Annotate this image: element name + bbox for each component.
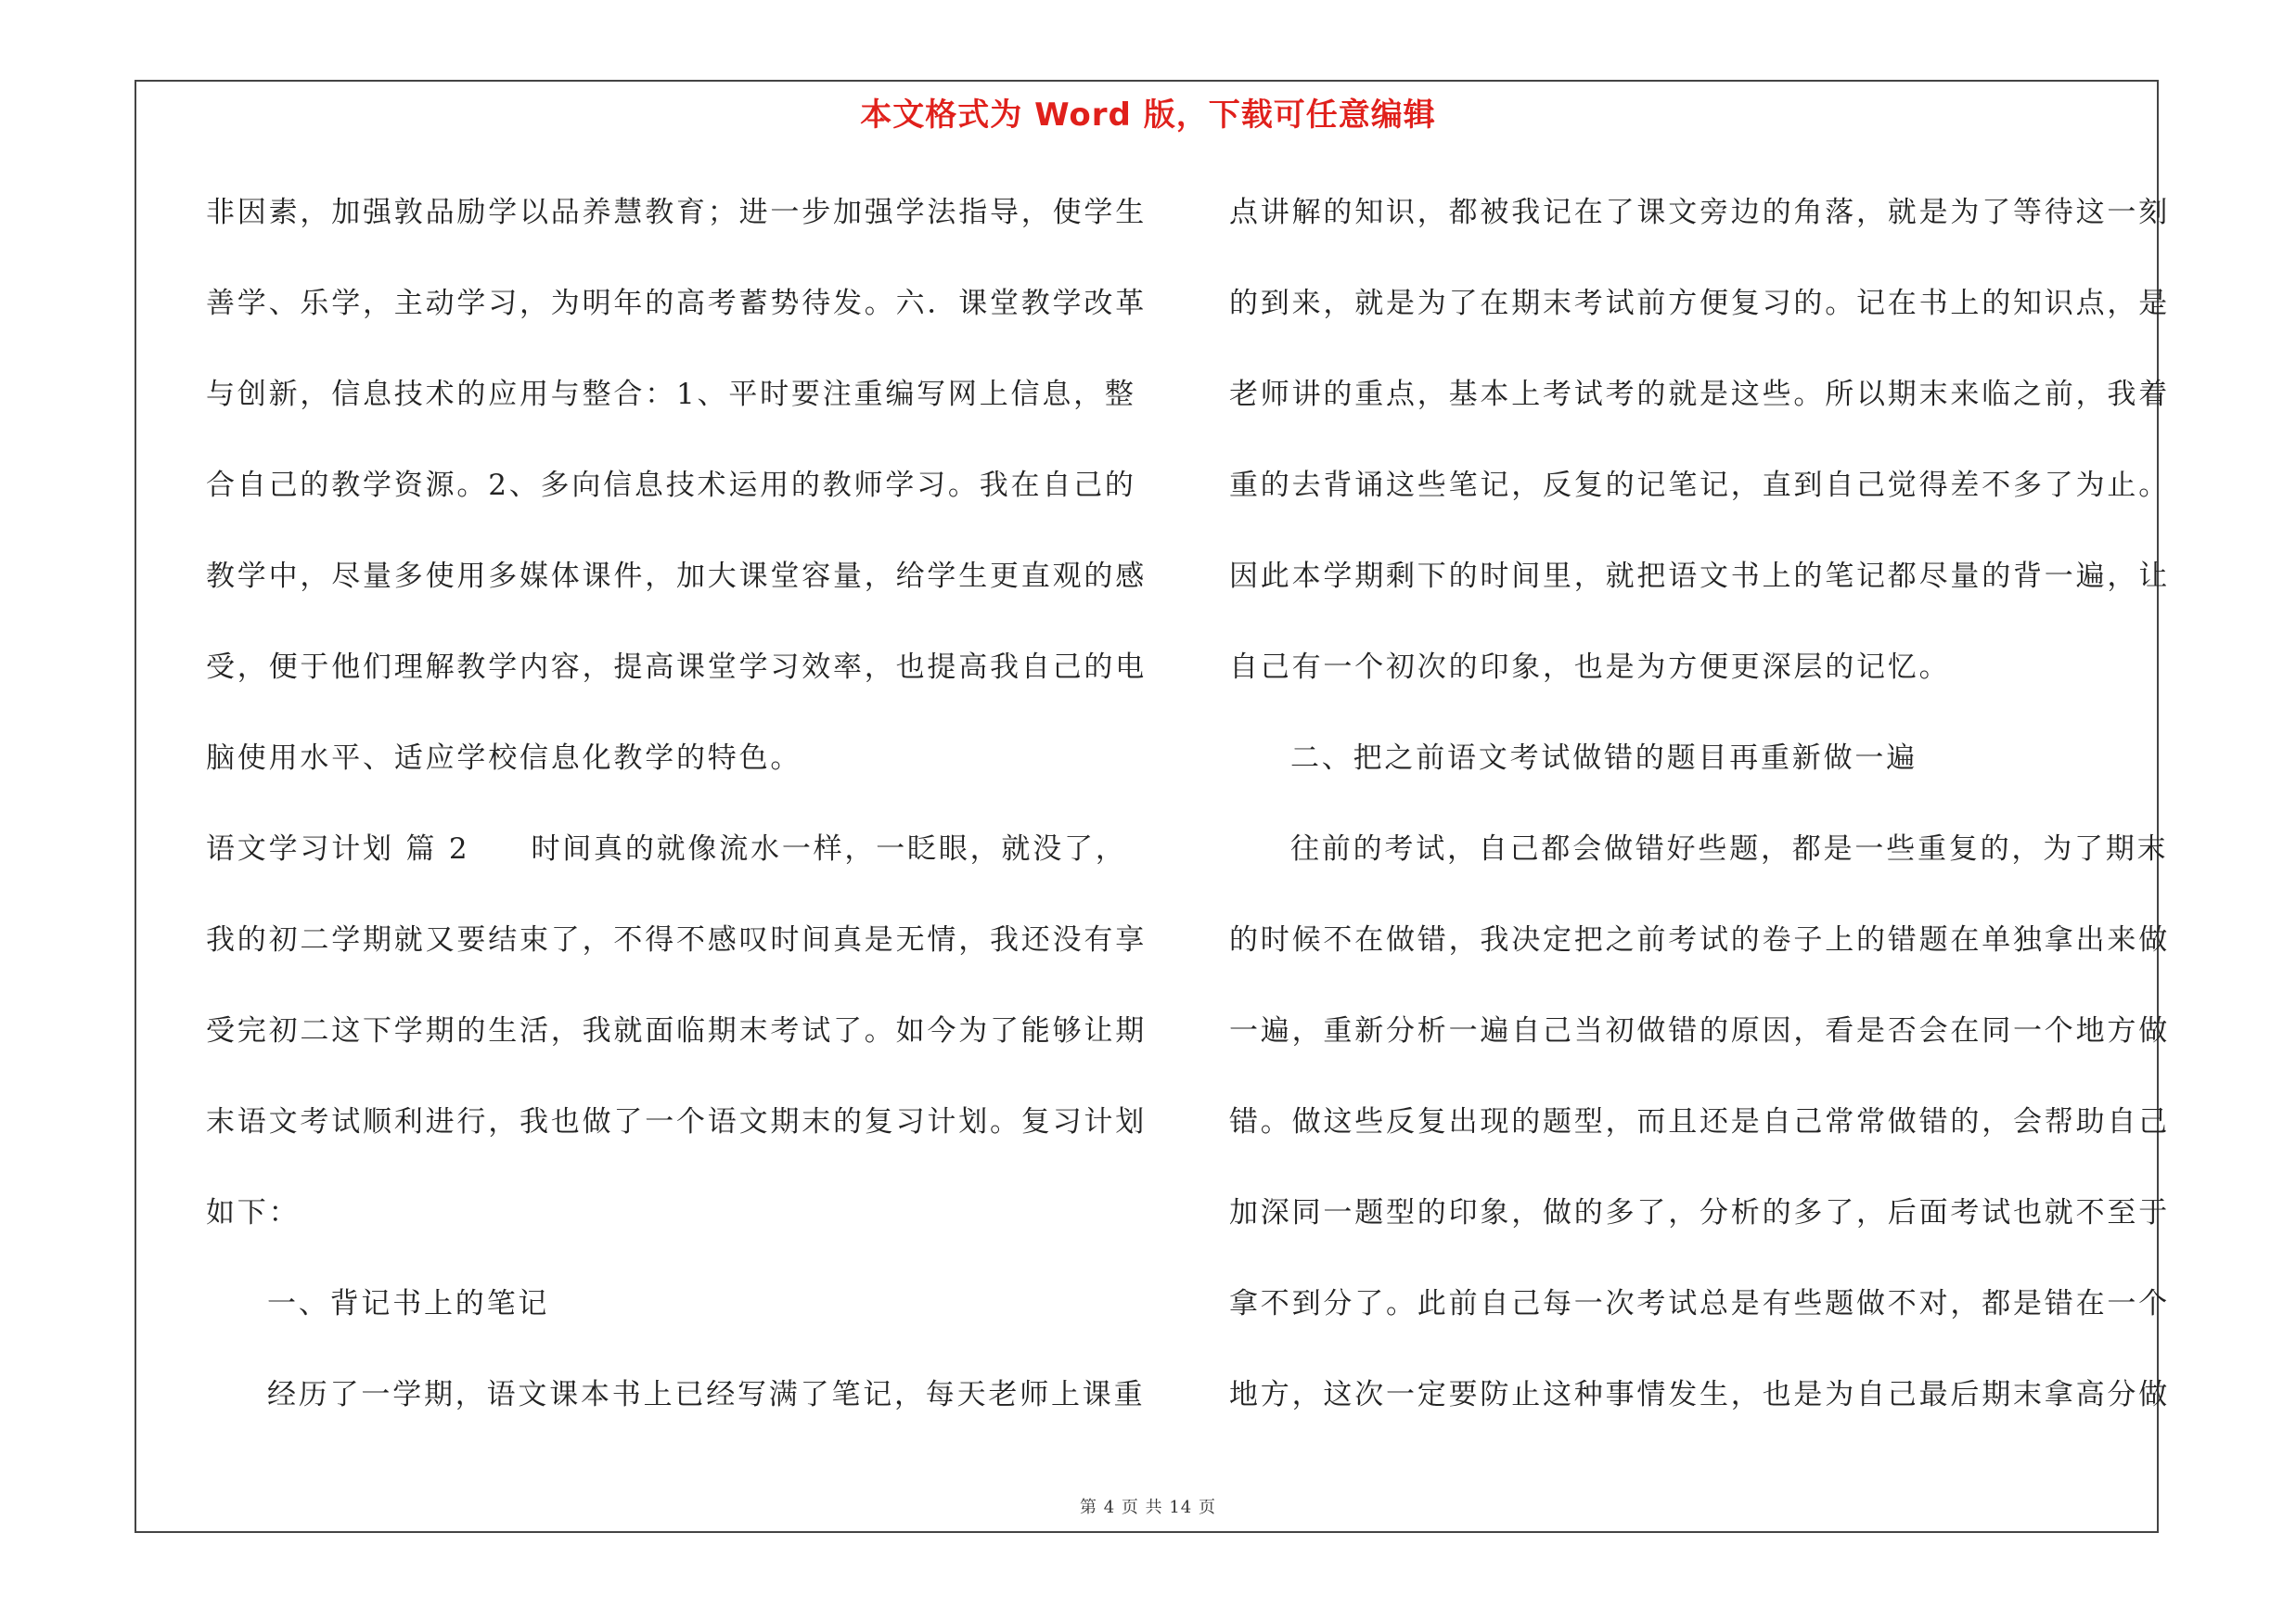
text-line: 的时候不在做错，我决定把之前考试的卷子上的错题在单独拿出来做 [1229, 923, 2170, 957]
text-line: 错。做这些反复出现的题型，而且还是自己常常做错的，会帮助自己 [1229, 1105, 2170, 1139]
section-title-line [206, 818, 1127, 909]
text-line: 一遍，重新分析一遍自己当初做错的原因，看是否会在同一个地方做 [1229, 1014, 2170, 1048]
heading-two: 二、把之前语文考试做错的题目再重新做一遍 [1290, 741, 1918, 775]
paragraph-one-first-line: 经历了一学期，语文课本书上已经写满了笔记，每天老师上课重 [267, 1378, 1146, 1411]
section-title: 语文学习计划 篇 2 [206, 832, 470, 866]
text-line: 教学中，尽量多使用多媒体课件，加大课堂容量，给学生更直观的感 [206, 560, 1147, 593]
text-line: 自己有一个初次的印象，也是为方便更深层的记忆。 [1229, 650, 1951, 684]
text-line: 受，便于他们理解教学内容，提高课堂学习效率，也提高我自己的电 [206, 650, 1147, 684]
text-line: 拿不到分了。此前自己每一次考试总是有些题做不对，都是错在一个 [1229, 1287, 2170, 1320]
text-line: 加深同一题型的印象，做的多了，分析的多了，后面考试也就不至于 [1229, 1196, 2170, 1230]
text-line: 脑使用水平、适应学校信息化教学的特色。 [206, 741, 802, 775]
text-line: 因此本学期剩下的时间里，就把语文书上的笔记都尽量的背一遍，让 [1229, 560, 2170, 593]
text-line: 非因素，加强敦品励学以品养慧教育；进一步加强学法指导，使学生 [206, 196, 1147, 229]
text-line: 重的去背诵这些笔记，反复的记笔记，直到自己觉得差不多了为止。 [1229, 469, 2170, 502]
text-line: 我的初二学期就又要结束了，不得不感叹时间真是无情，我还没有享 [206, 923, 1147, 957]
heading-one: 一、背记书上的笔记 [267, 1287, 550, 1320]
section-title-continuation: 时间真的就像流水一样，一眨眼，就没了， [531, 832, 1127, 866]
text-line: 受完初二这下学期的生活，我就面临期末考试了。如今为了能够让期 [206, 1014, 1147, 1048]
text-line: 合自己的教学资源。2、多向信息技术运用的教师学习。我在自己的 [206, 469, 1136, 502]
text-line: 地方，这次一定要防止这种事情发生，也是为自己最后期末拿高分做 [1229, 1378, 2170, 1411]
text-line: 的到来，就是为了在期末考试前方便复习的。记在书上的知识点，是 [1229, 287, 2170, 320]
text-line: 如下： [206, 1196, 301, 1230]
page-number-footer: 第 4 页 共 14 页 [1080, 1498, 1216, 1517]
text-line: 善学、乐学，主动学习，为明年的高考蓄势待发。六．课堂教学改革 [206, 287, 1147, 320]
left-text-column [206, 182, 1147, 1455]
right-text-column [1229, 182, 2170, 1455]
text-line: 与创新，信息技术的应用与整合：1、平时要注重编写网上信息，整 [206, 378, 1136, 411]
text-line: 点讲解的知识，都被我记在了课文旁边的角落，就是为了等待这一刻 [1229, 196, 2170, 229]
paragraph-two-first-line: 往前的考试，自己都会做错好些题，都是一些重复的，为了期末 [1290, 832, 2169, 866]
text-line: 末语文考试顺利进行，我也做了一个语文期末的复习计划。复习计划 [206, 1105, 1147, 1139]
text-line: 老师讲的重点，基本上考试考的就是这些。所以期末来临之前，我着 [1229, 378, 2170, 411]
word-format-banner: 本文格式为 Word 版，下载可任意编辑 [860, 97, 1436, 134]
